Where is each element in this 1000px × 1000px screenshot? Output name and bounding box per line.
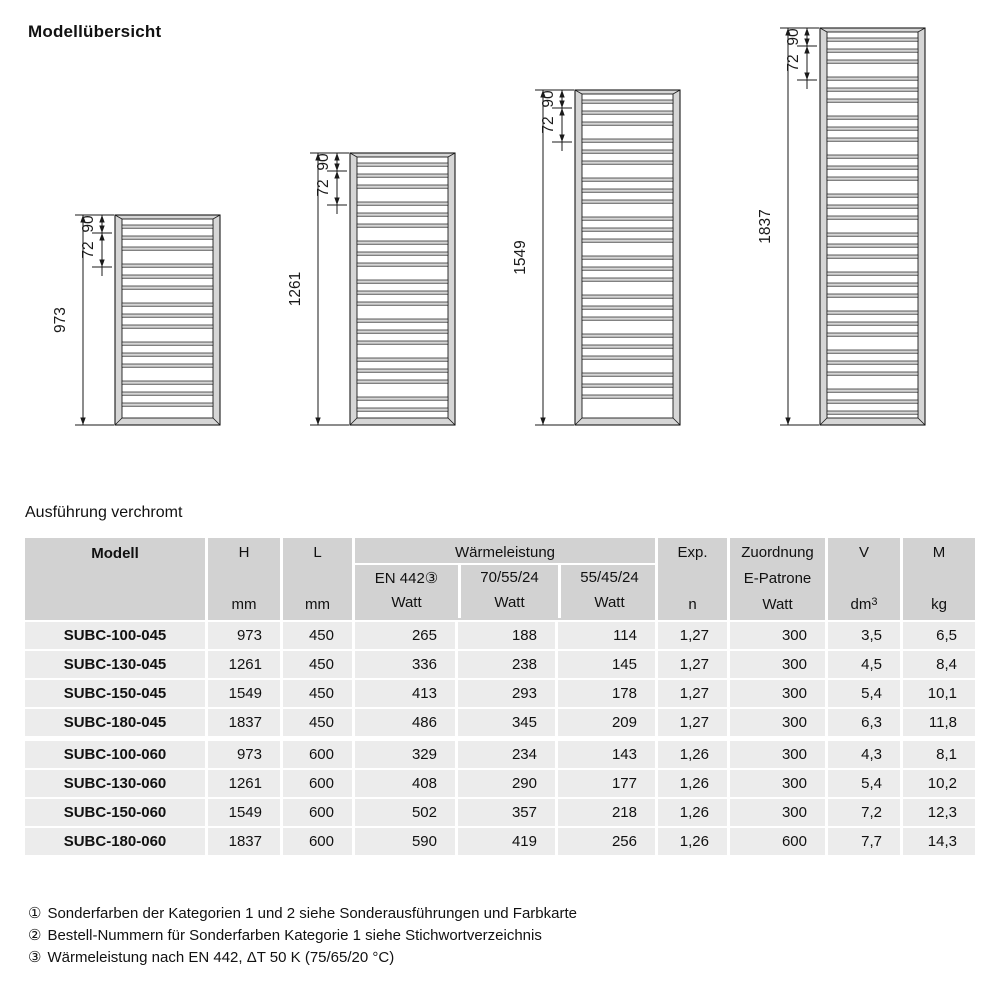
value-cell: 4,5 <box>825 651 900 678</box>
col-header-l <box>280 538 352 620</box>
col-unit-l: mm <box>305 596 330 613</box>
radiator-drawings-svg <box>0 0 1000 480</box>
value-cell: 143 <box>555 741 655 768</box>
value-cell: 357 <box>455 799 555 826</box>
col-header-en442 <box>355 565 458 618</box>
model-cell: SUBC-180-045 <box>63 714 167 731</box>
col-label-en442: EN 442③ <box>374 570 439 587</box>
value-cell: 590 <box>352 828 455 855</box>
footnote-1 <box>28 903 577 925</box>
col-header-modell: Modell <box>91 545 139 562</box>
value-cell: 1,27 <box>655 680 727 707</box>
value-cell: 1549 <box>205 680 280 707</box>
model-cell: SUBC-100-060 <box>63 746 167 763</box>
value-cell: 450 <box>280 709 352 736</box>
radiator-drawing-1 <box>52 215 220 425</box>
col-unit-v: $dm^3$ <box>850 596 878 613</box>
table-header <box>25 538 975 620</box>
col-header-705524 <box>458 565 558 618</box>
table-row <box>25 707 975 736</box>
col-unit-554524: Watt <box>594 594 625 611</box>
col-header-m <box>900 538 975 620</box>
value-cell: 12,3 <box>900 799 975 826</box>
value-cell: 486 <box>352 709 455 736</box>
col-label-epatrone: E-Patrone <box>743 570 812 587</box>
footnote-1-text: Sonderfarben der Kategorien 1 und 2 siehe Sonderausführungen und Farbkarte <box>47 905 577 922</box>
value-cell: 209 <box>555 709 655 736</box>
value-cell: 265 <box>352 622 455 649</box>
table-body <box>25 620 975 855</box>
value-cell: 178 <box>555 680 655 707</box>
radiator-drawing-2 <box>287 153 455 425</box>
waermeleistung-label: Wärmeleistung <box>355 538 655 565</box>
value-cell: 256 <box>555 828 655 855</box>
value-cell: 218 <box>555 799 655 826</box>
model-cell: SUBC-130-045 <box>63 656 167 673</box>
model-cell: SUBC-100-045 <box>63 627 167 644</box>
value-cell: 6,5 <box>900 622 975 649</box>
value-cell: 177 <box>555 770 655 797</box>
radiator-drawing-3 <box>512 90 680 425</box>
svg-text:90: 90 <box>80 215 97 233</box>
footnote-2 <box>28 925 577 947</box>
value-cell: 300 <box>727 709 825 736</box>
col-label-h: H <box>238 544 250 561</box>
value-cell: 1,26 <box>655 799 727 826</box>
page-title: Modellübersicht <box>28 22 162 41</box>
col-label-zuordnung: Zuordnung <box>741 544 814 561</box>
footnote-3-text: Wärmeleistung nach EN 442, ΔT 50 K (75/65/20 °C) <box>47 949 395 966</box>
col-label-v: V <box>858 544 869 561</box>
col-label-exp: Exp. <box>677 544 708 561</box>
value-cell: 3,5 <box>825 622 900 649</box>
value-cell: 600 <box>727 828 825 855</box>
waermeleistung-subcolumns <box>355 565 655 618</box>
col-label-554524: 55/45/24 <box>580 569 639 586</box>
col-header-waermeleistung <box>352 538 655 620</box>
svg-text:1261: 1261 <box>287 271 304 307</box>
value-cell: 7,7 <box>825 828 900 855</box>
footnote-1-marker: ① <box>28 905 42 922</box>
value-cell: 5,4 <box>825 680 900 707</box>
value-cell: 290 <box>455 770 555 797</box>
table-row <box>25 736 975 768</box>
value-cell: 300 <box>727 741 825 768</box>
table-row <box>25 826 975 855</box>
value-cell: 450 <box>280 651 352 678</box>
col-label-m: M <box>932 544 946 561</box>
value-cell: 1,27 <box>655 709 727 736</box>
value-cell: 293 <box>455 680 555 707</box>
svg-text:72: 72 <box>315 179 332 197</box>
model-table <box>25 538 975 855</box>
value-cell: 1837 <box>205 828 280 855</box>
value-cell: 413 <box>352 680 455 707</box>
col-unit-exp: n <box>688 596 697 613</box>
value-cell: 450 <box>280 680 352 707</box>
svg-text:1549: 1549 <box>512 240 529 275</box>
value-cell: 600 <box>280 770 352 797</box>
value-cell: 8,1 <box>900 741 975 768</box>
footnote-2-text: Bestell-Nummern für Sonderfarben Kategorie 1 siehe Stichwortverzeichnis <box>47 927 542 944</box>
col-header-zuordnung <box>727 538 825 620</box>
col-header-554524 <box>558 565 658 618</box>
value-cell: 973 <box>205 741 280 768</box>
value-cell: 114 <box>555 622 655 649</box>
value-cell: 300 <box>727 770 825 797</box>
col-label-l: L <box>313 544 322 561</box>
value-cell: 188 <box>455 622 555 649</box>
value-cell: 10,2 <box>900 770 975 797</box>
value-cell: 1,26 <box>655 741 727 768</box>
value-cell: 973 <box>205 622 280 649</box>
value-cell: 502 <box>352 799 455 826</box>
col-label-705524: 70/55/24 <box>480 569 539 586</box>
svg-text:973: 973 <box>52 307 69 333</box>
value-cell: 450 <box>280 622 352 649</box>
value-cell: 234 <box>455 741 555 768</box>
footnote-3 <box>28 947 577 969</box>
model-overview-drawings <box>0 0 1000 480</box>
value-cell: 10,1 <box>900 680 975 707</box>
col-header-h <box>205 538 280 620</box>
svg-text:90: 90 <box>540 90 557 108</box>
value-cell: 5,4 <box>825 770 900 797</box>
table-row <box>25 649 975 678</box>
value-cell: 1261 <box>205 770 280 797</box>
col-header-v <box>825 538 900 620</box>
value-cell: 1261 <box>205 651 280 678</box>
table-row <box>25 620 975 649</box>
value-cell: 300 <box>727 680 825 707</box>
value-cell: 1837 <box>205 709 280 736</box>
table-row <box>25 797 975 826</box>
col-unit-h: mm <box>231 596 257 613</box>
svg-text:72: 72 <box>785 54 802 72</box>
model-cell: SUBC-150-060 <box>63 804 167 821</box>
value-cell: 329 <box>352 741 455 768</box>
model-cell: SUBC-150-045 <box>63 685 167 702</box>
table-row <box>25 768 975 797</box>
value-cell: 1,26 <box>655 828 727 855</box>
value-cell: 345 <box>455 709 555 736</box>
value-cell: 1549 <box>205 799 280 826</box>
value-cell: 408 <box>352 770 455 797</box>
value-cell: 600 <box>280 741 352 768</box>
section-title: Ausführung verchromt <box>25 504 183 521</box>
value-cell: 419 <box>455 828 555 855</box>
value-cell: 4,3 <box>825 741 900 768</box>
svg-text:72: 72 <box>540 116 557 134</box>
col-unit-m: kg <box>931 596 947 613</box>
value-cell: 1,27 <box>655 622 727 649</box>
value-cell: 238 <box>455 651 555 678</box>
col-unit-zuordnung: Watt <box>762 596 793 613</box>
value-cell: 1,26 <box>655 770 727 797</box>
svg-text:90: 90 <box>785 28 802 46</box>
value-cell: 300 <box>727 799 825 826</box>
svg-text:1837: 1837 <box>757 209 774 244</box>
model-cell: SUBC-180-060 <box>63 833 167 850</box>
svg-text:90: 90 <box>315 153 332 171</box>
value-cell: 1,27 <box>655 651 727 678</box>
footnotes <box>28 903 577 969</box>
footnote-2-marker: ② <box>28 927 42 944</box>
value-cell: 300 <box>727 622 825 649</box>
model-cell: SUBC-130-060 <box>63 775 167 792</box>
col-unit-705524: Watt <box>494 594 525 611</box>
svg-text:72: 72 <box>80 241 97 259</box>
radiator-drawing-4 <box>757 28 925 425</box>
value-cell: 336 <box>352 651 455 678</box>
value-cell: 600 <box>280 799 352 826</box>
value-cell: 8,4 <box>900 651 975 678</box>
table-row <box>25 678 975 707</box>
footnote-3-marker: ③ <box>28 949 42 966</box>
value-cell: 11,8 <box>900 709 975 736</box>
value-cell: 300 <box>727 651 825 678</box>
value-cell: 7,2 <box>825 799 900 826</box>
col-header-exp <box>655 538 727 620</box>
value-cell: 6,3 <box>825 709 900 736</box>
col-unit-en442: Watt <box>391 594 422 611</box>
value-cell: 14,3 <box>900 828 975 855</box>
value-cell: 600 <box>280 828 352 855</box>
value-cell: 145 <box>555 651 655 678</box>
